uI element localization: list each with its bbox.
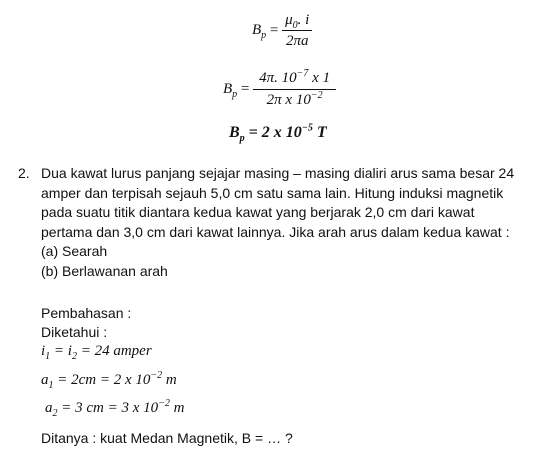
option-b: (b) Berlawanan arah <box>41 262 168 279</box>
numerator: $\mu_0$. i <box>282 12 312 31</box>
formula-lhs: $B_p$ <box>252 22 267 42</box>
problem-text <box>41 164 514 281</box>
equals-sign: = <box>240 80 250 97</box>
denominator: 2πa <box>285 33 309 49</box>
denominator: 2π x $10^{-2}$ <box>266 90 323 108</box>
problem-line: Dua kawat lurus panjang sejajar masing – masing dialiri arus sama besar 24 <box>41 165 515 181</box>
problem-number: 2. <box>18 165 30 181</box>
distance-a2-equation: $a_2 = 3$ cm = 3 x $10^{-2}$ m <box>45 398 185 419</box>
numerator: 4π. $10^{-7}$ x 1 <box>253 70 336 90</box>
problem-line: amper dan terpisah sejauh 5,0 cm satu sama lain. Hitung induksi magnetik <box>41 184 504 201</box>
solution-heading: Pembahasan : <box>41 305 132 321</box>
formula-biot-savart <box>252 12 312 50</box>
formula-result: $B_p = 2$ x $10^{-5}$ T <box>229 122 327 145</box>
fraction <box>253 70 336 109</box>
option-a: (a) Searah <box>41 243 108 259</box>
formula-substitution <box>223 70 336 109</box>
current-equation: $i_1 = i_2 = 24$ amper <box>41 343 152 362</box>
fraction <box>282 12 312 50</box>
equals-sign: = <box>269 22 279 39</box>
problem-line: pada suatu titik diantara kedua kawat yang berjarak 2,0 cm dari kawat <box>41 204 475 220</box>
distance-a1-equation: $a_1 = 2cm = 2$ x $10^{-2}$ m <box>41 370 177 391</box>
formula-lhs: $B_p$ <box>223 80 238 100</box>
asked-line: Ditanya : kuat Medan Magnetik, B = … ? <box>41 430 293 446</box>
problem-line: pertama dan 3,0 cm dari kawat lainnya. Jika arah arus dalam kedua kawat : <box>41 223 510 240</box>
known-label: Diketahui : <box>41 324 108 340</box>
